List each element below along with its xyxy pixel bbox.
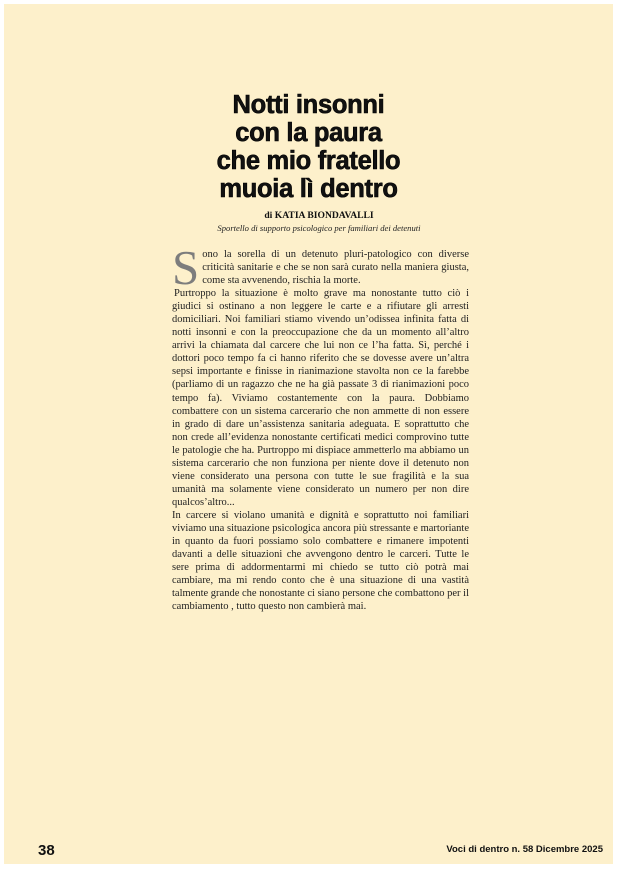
byline: [204, 210, 434, 234]
drop-cap: S: [172, 240, 200, 295]
author-name: KATIA BIONDAVALLI: [274, 210, 374, 221]
author-affiliation: Sportello di supporto psicologico per familiari dei detenuti: [217, 223, 421, 233]
paragraph-1: [172, 240, 469, 295]
paragraph-3: In carcere si violano umanità e dignità e soprattutto noi familiari viviamo una situazione psicologica ancora più stressante e martoriante in quanto da fuori possiamo solo combattere e rimanere impotenti davanti a delle situazioni che avvengono dentro le carceri. Tutte le sere prima di addormentarmi mi chiedo se tutto ciò potrà mai cambiare, ma mi rendo conto che è una situazione di una vastità talmente grande che nonostante ci siano persone che combattono per il cambiamento , tutto questo non cambierà mai.: [172, 509, 469, 613]
title-line-4: muoia lì dentro: [219, 175, 398, 203]
magazine-page: [4, 4, 613, 864]
publication-footer: Voci di dentro n. 58 Dicembre 2025: [446, 844, 603, 855]
page-number: 38: [38, 842, 55, 859]
article-body: [172, 240, 469, 613]
author-line: [204, 210, 434, 222]
paragraph-2: Purtroppo la situazione è molto grave ma nonostante tutto ciò i giudici si ostinano a non leggere le carte e a rifiutare gli arresti domiciliari. Noi familiari stiamo vivendo un’odissea infinita fatta di notti insonni e con la preoccupazione che da un momento all’altro arrivi la chiamata dal carcere che lui non ce l’ha fatta. Sì, perché i dottori poco tempo fa ci hanno riferito che se dovesse avere un’altra sepsi importante e finisse in rianimazione stavolta non ce la farebbe (parliamo di un ragazzo che ne ha già passate 3 di rianimazioni poco tempo fa). Viviamo costantemente con la paura. Dobbiamo combattere con un sistema carcerario che non ammette di non essere in grado di dare un’assistenza sanitaria adeguata. E soprattutto che non crede all’evidenza nonostante certificati medici comprovino tutte le patologie che ha. Purtroppo mi dispiace ammetterlo ma abbiamo un sistema carcerario che non funziona per niente dove il detenuto non viene considerato una persona con tutte le sue fragilità e la sua umanità ma solamente viene considerato un numero per non dire qualcos’altro...: [172, 288, 469, 508]
title-line-2: con la paura: [235, 119, 382, 147]
title-line-3: che mio fratello: [216, 147, 401, 175]
paragraph-1-text: ono la sorella di un detenuto pluri-patologico con diverse criticità sanitarie e che se non sarà curato nella maniera giusta, come sta avvenendo, rischia la morte.: [202, 249, 469, 287]
title-line-1: Notti insonni: [232, 91, 385, 119]
article-title: [4, 91, 613, 203]
byline-prefix: di: [264, 210, 273, 221]
